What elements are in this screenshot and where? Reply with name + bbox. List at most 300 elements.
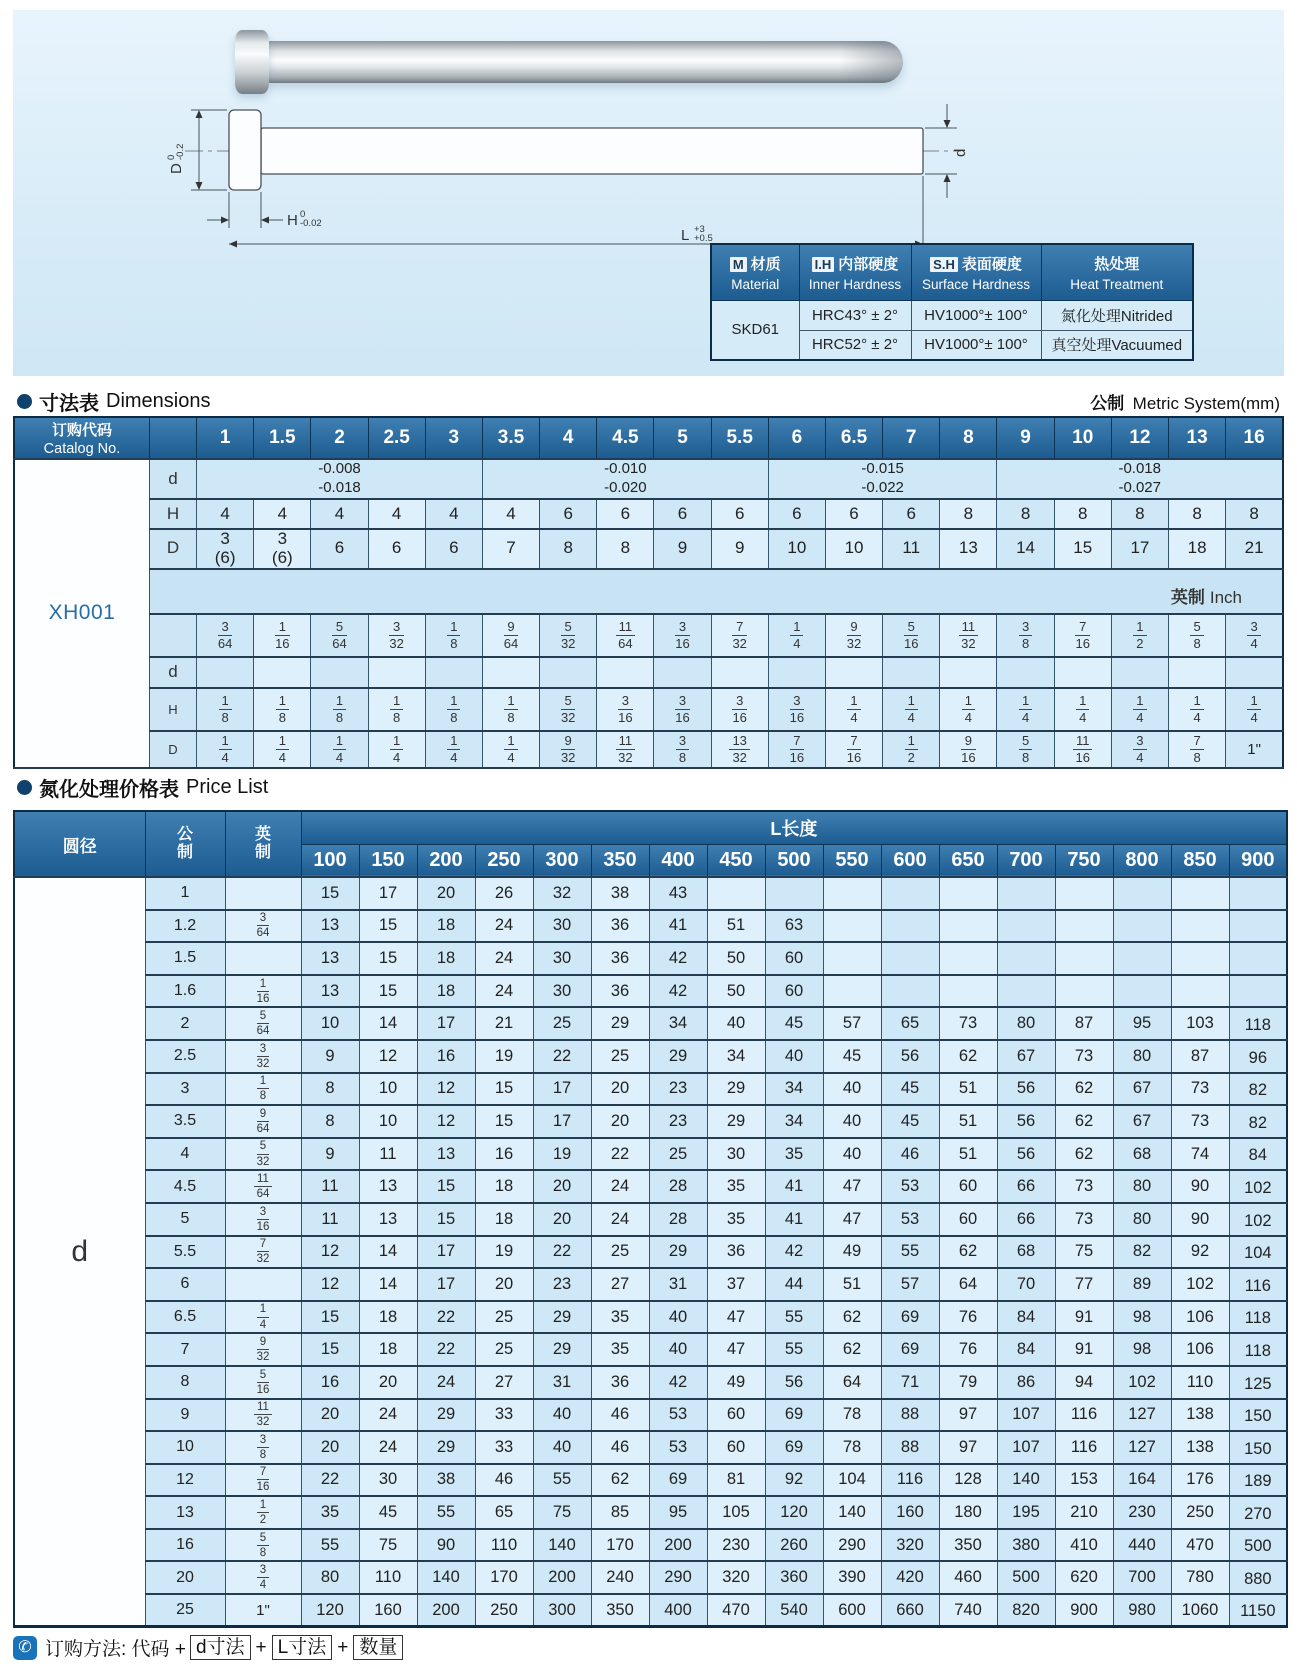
price-cell: 56 [997, 1105, 1055, 1138]
table-cell [711, 614, 768, 657]
price-cell [823, 942, 881, 975]
fraction-value: $\frac{1}{4}$ [447, 734, 460, 764]
length-col-header: 600 [881, 844, 939, 877]
price-cell: 26 [475, 877, 533, 910]
price-cell: 24 [475, 942, 533, 975]
price-cell: 36 [591, 975, 649, 1008]
price-cell: 55 [765, 1333, 823, 1366]
price-cell: 29 [649, 1040, 707, 1073]
price-cell: 25 [649, 1138, 707, 1171]
price-cell: 18 [417, 975, 475, 1008]
length-col-header: 100 [301, 844, 359, 877]
heat-treatment-col-header: 热处理 Heat Treatment [1041, 244, 1193, 300]
price-cell: 73 [939, 1007, 997, 1040]
table-cell: 6 [368, 529, 425, 569]
price-cell [823, 975, 881, 1008]
table-cell: D [149, 529, 196, 569]
price-cell: 25 [475, 1333, 533, 1366]
price-cell [939, 942, 997, 975]
dimensions-section-header [13, 386, 1284, 416]
price-cell: 45 [359, 1496, 417, 1529]
price-cell: 102 [1171, 1268, 1229, 1301]
price-cell: 102 [1113, 1366, 1171, 1399]
price-cell: 65 [475, 1496, 533, 1529]
metric-size: 10 [145, 1431, 225, 1464]
price-cell: 22 [591, 1138, 649, 1171]
price-cell: 28 [649, 1203, 707, 1236]
inch-size [225, 1203, 301, 1236]
price-cell: 69 [881, 1333, 939, 1366]
table-cell [825, 688, 882, 731]
fraction-value: $\frac{1}{2}$ [257, 1499, 269, 1526]
price-cell: 140 [997, 1464, 1055, 1497]
price-cell: 32 [533, 877, 591, 910]
price-cell: 53 [649, 1431, 707, 1464]
price-cell: 270 [1229, 1496, 1287, 1529]
fraction-value: $\frac{9}{64}$ [256, 1107, 270, 1135]
table-cell [825, 731, 882, 768]
price-cell: 62 [1055, 1105, 1113, 1138]
inch-size [225, 1431, 301, 1464]
table-cell [1111, 688, 1168, 731]
price-cell: 31 [533, 1366, 591, 1399]
price-cell: 10 [359, 1105, 417, 1138]
price-cell: 92 [765, 1464, 823, 1497]
price-cell: 89 [1113, 1268, 1171, 1301]
price-cell: 66 [997, 1170, 1055, 1203]
surface-hardness-value: HV1000°± 100° [911, 330, 1041, 360]
table-cell: 8 [1226, 499, 1283, 529]
price-cell: 40 [533, 1431, 591, 1464]
price-row [14, 877, 1287, 910]
fraction-value: $\frac{1}{8}$ [257, 1075, 269, 1102]
price-cell: 15 [417, 1203, 475, 1236]
price-cell [765, 877, 823, 910]
price-cell: 75 [1055, 1236, 1113, 1269]
dim-label-L [681, 224, 713, 244]
price-cell: 16 [301, 1366, 359, 1399]
order-box-qty: 数量 [353, 1635, 403, 1660]
table-cell [940, 731, 997, 768]
price-cell [997, 942, 1055, 975]
table-cell [311, 614, 368, 657]
price-cell: 20 [301, 1431, 359, 1464]
price-cell: 70 [997, 1268, 1055, 1301]
price-row [14, 1399, 1287, 1432]
price-cell: 91 [1055, 1333, 1113, 1366]
price-cell [823, 877, 881, 910]
metric-size: 2 [145, 1007, 225, 1040]
fraction-value: $\frac{1}{4}$ [257, 1303, 269, 1330]
price-cell: 25 [533, 1007, 591, 1040]
fraction-value: $\frac{7}{16}$ [846, 732, 862, 765]
price-cell [1113, 877, 1171, 910]
inch-col-header: 英 制 [225, 811, 301, 877]
table-cell [654, 657, 711, 688]
price-cell: 45 [765, 1007, 823, 1040]
inch-size [225, 1073, 301, 1106]
table-cell [1168, 688, 1225, 731]
length-col-header: 500 [765, 844, 823, 877]
price-cell: 29 [649, 1236, 707, 1269]
price-cell: 22 [417, 1301, 475, 1334]
price-list-table [13, 810, 1288, 1628]
price-cell: 102 [1229, 1170, 1287, 1203]
fraction-value: $\frac{1}{4}$ [847, 694, 860, 724]
price-cell: 42 [649, 1366, 707, 1399]
price-cell: 30 [533, 942, 591, 975]
price-cell: 19 [475, 1040, 533, 1073]
price-cell: 1060 [1171, 1594, 1229, 1627]
table-cell [768, 731, 825, 768]
price-cell: 14 [359, 1007, 417, 1040]
price-cell: 62 [1055, 1138, 1113, 1171]
price-cell [881, 910, 939, 943]
price-cell: 18 [417, 910, 475, 943]
price-cell: 11 [359, 1138, 417, 1171]
price-row [14, 1007, 1287, 1040]
order-method-label: 订购方法: 代码 + [45, 1639, 186, 1660]
price-cell: 49 [707, 1366, 765, 1399]
price-cell: 8 [301, 1105, 359, 1138]
size-col-header: 9 [997, 417, 1054, 459]
price-cell: 320 [707, 1561, 765, 1594]
price-cell: 30 [359, 1464, 417, 1497]
price-cell: 34 [765, 1105, 823, 1138]
length-col-header: 150 [359, 844, 417, 877]
price-cell: 73 [1055, 1203, 1113, 1236]
table-cell [425, 657, 482, 688]
size-col-header: 10 [1054, 417, 1111, 459]
tolerance-cell: -0.018 -0.027 [997, 459, 1283, 499]
table-cell [254, 731, 311, 768]
fraction-value: $\frac{11}{16}$ [1073, 734, 1093, 764]
price-cell: 60 [707, 1399, 765, 1432]
svg-text:-0.2: -0.2 [175, 143, 186, 160]
table-cell [768, 657, 825, 688]
inch-size [225, 1399, 301, 1432]
metric-size: 1.6 [145, 975, 225, 1008]
price-cell: 140 [533, 1529, 591, 1562]
price-cell: 80 [1113, 1203, 1171, 1236]
price-cell: 51 [939, 1073, 997, 1106]
price-cell: 620 [1055, 1561, 1113, 1594]
price-cell: 118 [1229, 1007, 1287, 1040]
price-cell: 250 [1171, 1496, 1229, 1529]
size-col-header: 3.5 [482, 417, 539, 459]
fraction-value: $\frac{11}{32}$ [254, 1401, 272, 1428]
price-cell: 16 [417, 1040, 475, 1073]
price-row [14, 1594, 1287, 1627]
price-cell: 19 [475, 1236, 533, 1269]
price-cell: 118 [1229, 1301, 1287, 1334]
price-row [14, 1464, 1287, 1497]
table-cell: 6 [711, 499, 768, 529]
price-cell: 27 [475, 1366, 533, 1399]
tolerance-cell: -0.010 -0.020 [482, 459, 768, 499]
dimensions-title-zh: 寸法表 [39, 392, 99, 415]
price-cell: 67 [997, 1040, 1055, 1073]
price-cell: 68 [1113, 1138, 1171, 1171]
table-cell: 10 [825, 529, 882, 569]
price-cell: 15 [359, 910, 417, 943]
price-cell: 40 [823, 1073, 881, 1106]
price-cell: 55 [417, 1496, 475, 1529]
table-cell [482, 731, 539, 768]
svg-text:D: D [168, 163, 185, 174]
price-row [14, 1333, 1287, 1366]
fraction-value: $\frac{1}{8}$ [333, 694, 346, 724]
price-cell: 127 [1113, 1431, 1171, 1464]
price-cell: 820 [997, 1594, 1055, 1627]
price-cell: 92 [1171, 1236, 1229, 1269]
price-cell: 20 [417, 877, 475, 910]
table-cell [368, 614, 425, 657]
price-cell: 250 [475, 1594, 533, 1627]
metric-size: 7 [145, 1333, 225, 1366]
metric-system-label-en: Metric System(mm) [1132, 393, 1280, 413]
metric-size: 1 [145, 877, 225, 910]
table-cell [768, 688, 825, 731]
price-row [14, 1138, 1287, 1171]
inch-size-row [14, 614, 1283, 657]
price-cell: 38 [591, 877, 649, 910]
price-cell: 13 [417, 1138, 475, 1171]
inch-size [225, 1496, 301, 1529]
price-cell [1113, 975, 1171, 1008]
price-cell: 103 [1171, 1007, 1229, 1040]
price-cell: 62 [939, 1040, 997, 1073]
table-cell [883, 657, 940, 688]
svg-text:d: d [952, 148, 969, 157]
table-cell: 18 [1168, 529, 1225, 569]
price-cell: 29 [591, 1007, 649, 1040]
inch-size [225, 1138, 301, 1171]
size-col-header: 2.5 [368, 417, 425, 459]
price-title-zh: 氮化处理价格表 [39, 778, 179, 801]
price-cell: 18 [359, 1301, 417, 1334]
fraction-value: $\frac{11}{32}$ [616, 734, 636, 764]
price-cell: 30 [707, 1138, 765, 1171]
price-cell: 84 [997, 1301, 1055, 1334]
table-cell: 4 [482, 499, 539, 529]
table-cell [197, 614, 254, 657]
price-title-en: Price List [186, 775, 269, 798]
fraction-value: $\frac{1}{8}$ [219, 694, 232, 724]
price-cell: 44 [765, 1268, 823, 1301]
price-cell: 35 [765, 1138, 823, 1171]
table-cell [940, 614, 997, 657]
price-cell: 116 [881, 1464, 939, 1497]
price-cell [1055, 877, 1113, 910]
price-cell [997, 975, 1055, 1008]
price-cell: 25 [591, 1040, 649, 1073]
price-cell: 80 [1113, 1170, 1171, 1203]
table-cell [368, 731, 425, 768]
price-cell: 42 [649, 975, 707, 1008]
svg-text:+3: +3 [694, 224, 705, 235]
price-row [14, 1170, 1287, 1203]
table-cell: D [149, 731, 196, 768]
price-cell: 410 [1055, 1529, 1113, 1562]
price-cell: 37 [707, 1268, 765, 1301]
material-name: SKD61 [711, 300, 799, 360]
price-cell: 55 [301, 1529, 359, 1562]
price-cell: 84 [1229, 1138, 1287, 1171]
inch-band-row [14, 569, 1283, 614]
price-cell: 106 [1171, 1301, 1229, 1334]
metric-size: 6 [145, 1268, 225, 1301]
fraction-value: $\frac{1}{2}$ [905, 734, 918, 764]
metric-size: 3.5 [145, 1105, 225, 1138]
price-cell: 980 [1113, 1594, 1171, 1627]
fraction-value: $\frac{9}{16}$ [961, 732, 976, 765]
price-cell: 460 [939, 1561, 997, 1594]
order-method [13, 1634, 407, 1661]
price-cell: 46 [591, 1399, 649, 1432]
price-cell: 13 [359, 1203, 417, 1236]
price-cell: 34 [649, 1007, 707, 1040]
price-row [14, 1431, 1287, 1464]
price-cell: 40 [707, 1007, 765, 1040]
price-cell: 51 [823, 1268, 881, 1301]
dim-row-D-inch [14, 731, 1283, 768]
price-cell: 540 [765, 1594, 823, 1627]
table-cell: 7 [482, 529, 539, 569]
price-cell: 200 [649, 1529, 707, 1562]
table-cell [425, 688, 482, 731]
price-cell: 200 [533, 1561, 591, 1594]
length-col-header: 250 [475, 844, 533, 877]
table-cell: 10 [768, 529, 825, 569]
catalog-no: XH001 [14, 459, 149, 768]
price-cell: 41 [765, 1170, 823, 1203]
price-cell: 150 [1229, 1399, 1287, 1432]
price-cell: 56 [881, 1040, 939, 1073]
product-photo [235, 30, 903, 96]
table-cell: 6 [768, 499, 825, 529]
price-cell: 86 [997, 1366, 1055, 1399]
table-cell [997, 657, 1054, 688]
table-cell: 4 [197, 499, 254, 529]
price-cell: 20 [301, 1399, 359, 1432]
price-cell: 60 [707, 1431, 765, 1464]
table-cell [1111, 657, 1168, 688]
table-cell: 6 [597, 499, 654, 529]
price-cell: 11 [301, 1203, 359, 1236]
table-cell [540, 731, 597, 768]
price-cell: 81 [707, 1464, 765, 1497]
price-cell: 90 [417, 1529, 475, 1562]
table-cell [254, 688, 311, 731]
phone-icon: ✆ [13, 1636, 37, 1660]
price-section-header [13, 772, 1284, 802]
price-cell [881, 975, 939, 1008]
table-cell: 4 [311, 499, 368, 529]
size-col-header: 6 [768, 417, 825, 459]
table-cell: 3 (6) [254, 529, 311, 569]
price-cell [881, 942, 939, 975]
fraction-value: $\frac{13}{32}$ [729, 734, 749, 764]
price-header-row [14, 811, 1287, 844]
price-cell: 104 [1229, 1236, 1287, 1269]
price-cell [823, 910, 881, 943]
price-cell: 36 [591, 910, 649, 943]
length-col-header: 450 [707, 844, 765, 877]
price-cell: 35 [591, 1333, 649, 1366]
price-cell: 73 [1171, 1105, 1229, 1138]
price-cell [1229, 942, 1287, 975]
table-cell: 21 [1226, 529, 1283, 569]
fraction-value: $\frac{3}{64}$ [256, 912, 270, 940]
price-cell: 290 [649, 1561, 707, 1594]
price-cell: 66 [997, 1203, 1055, 1236]
price-cell: 27 [591, 1268, 649, 1301]
metric-size: 8 [145, 1366, 225, 1399]
price-cell: 45 [881, 1105, 939, 1138]
price-cell: 12 [301, 1268, 359, 1301]
price-cell: 42 [765, 1236, 823, 1269]
length-col-header: 800 [1113, 844, 1171, 877]
table-cell [1054, 657, 1111, 688]
price-cell: 160 [881, 1496, 939, 1529]
price-cell: 35 [301, 1496, 359, 1529]
table-cell [597, 614, 654, 657]
metric-size: 2.5 [145, 1040, 225, 1073]
table-cell [540, 657, 597, 688]
fraction-value: $\frac{3}{4}$ [1247, 620, 1260, 650]
price-cell [1171, 942, 1229, 975]
price-cell: 15 [301, 1301, 359, 1334]
price-cell: 740 [939, 1594, 997, 1627]
price-cell: 73 [1055, 1040, 1113, 1073]
table-cell: 8 [1111, 499, 1168, 529]
price-cell: 69 [881, 1301, 939, 1334]
price-row [14, 942, 1287, 975]
price-cell: 320 [881, 1529, 939, 1562]
table-cell [1168, 657, 1225, 688]
fraction-value: $\frac{1}{4}$ [1133, 694, 1146, 724]
metric-system-label-zh: 公制 [1090, 393, 1125, 413]
price-cell [997, 877, 1055, 910]
price-row [14, 1073, 1287, 1106]
price-cell: 230 [707, 1529, 765, 1562]
price-cell [997, 910, 1055, 943]
price-cell: 40 [649, 1333, 707, 1366]
fraction-value: $\frac{5}{8}$ [257, 1532, 269, 1559]
table-cell [997, 731, 1054, 768]
price-cell: 350 [939, 1529, 997, 1562]
fraction-value: $\frac{1}{4}$ [276, 734, 289, 764]
material-col-header: M 材质 Material [711, 244, 799, 300]
price-cell: 35 [707, 1203, 765, 1236]
price-cell: 53 [881, 1170, 939, 1203]
price-cell: 33 [475, 1399, 533, 1432]
price-cell: 102 [1229, 1203, 1287, 1236]
table-cell [254, 614, 311, 657]
price-cell [1171, 910, 1229, 943]
price-cell [1113, 910, 1171, 943]
price-cell: 55 [533, 1464, 591, 1497]
price-cell: 164 [1113, 1464, 1171, 1497]
price-cell: 76 [939, 1301, 997, 1334]
price-cell: 41 [649, 910, 707, 943]
table-cell [1168, 731, 1225, 768]
price-cell: 47 [707, 1301, 765, 1334]
inch-size [225, 1333, 301, 1366]
dimensions-title-en: Dimensions [106, 389, 211, 412]
price-cell: 15 [475, 1105, 533, 1138]
